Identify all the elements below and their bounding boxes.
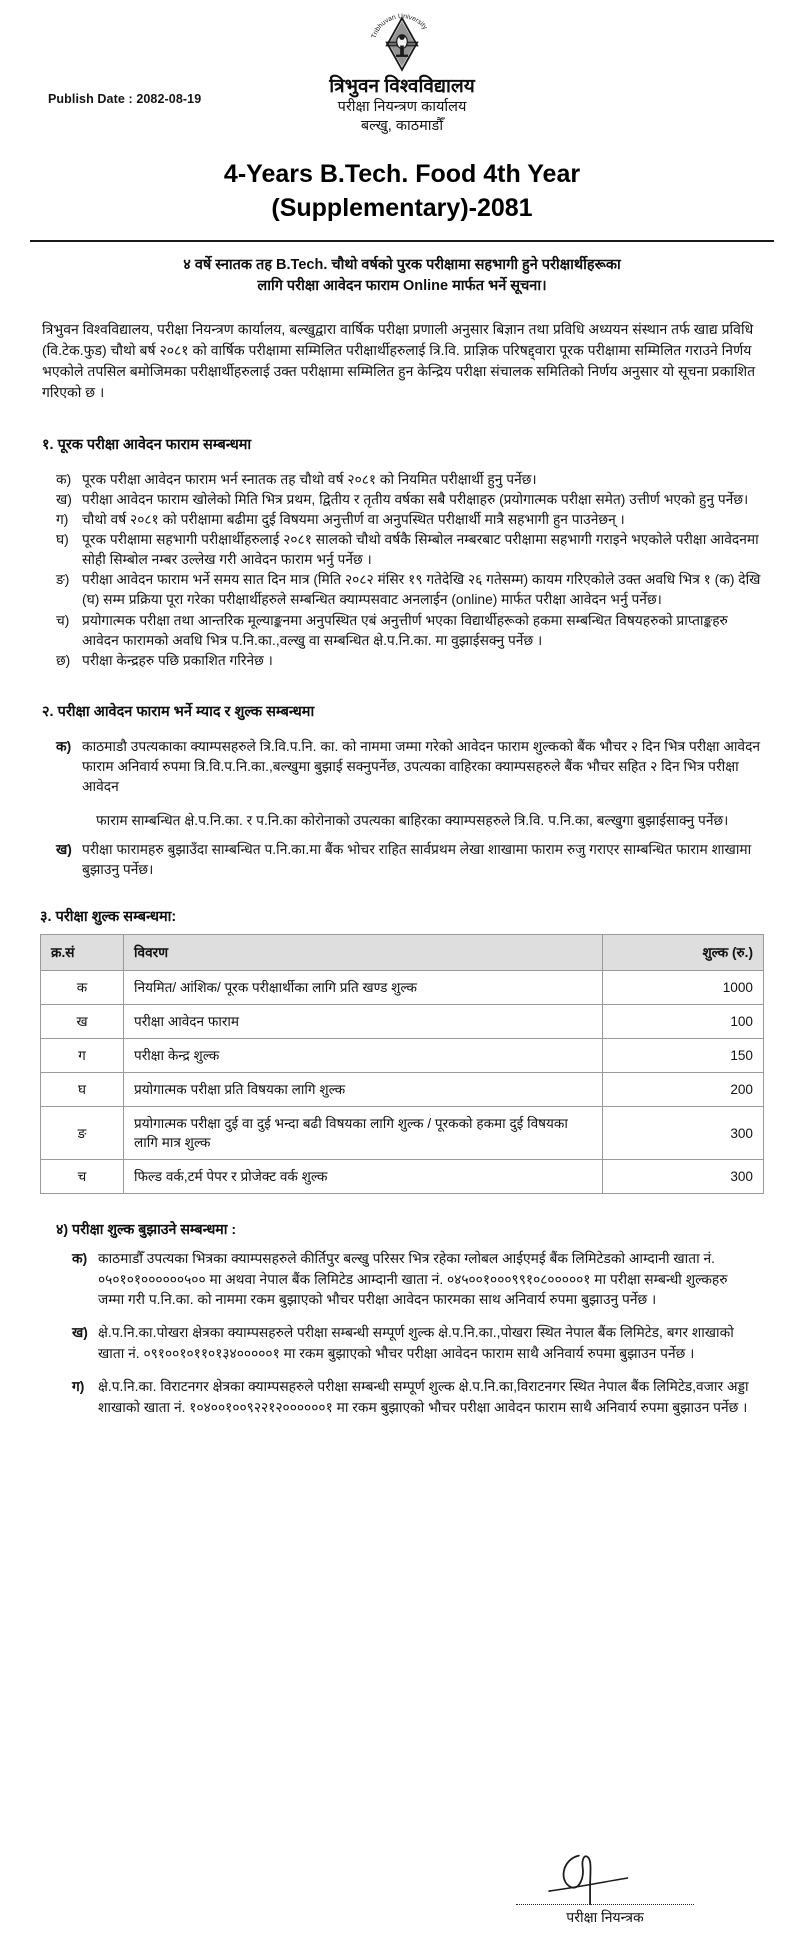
cell-sn: ङ (41, 1107, 124, 1160)
cell-fee: 100 (603, 1004, 764, 1038)
cell-sn: घ (41, 1072, 124, 1106)
svg-text:Tribhuvan University: Tribhuvan University (370, 13, 429, 40)
clause-text: परीक्षा केन्द्रहरु पछि प्रकाशित गरिनेछ । (82, 652, 273, 668)
fee-table-wrapper (40, 934, 764, 1194)
clause-marker: ख) (72, 1325, 88, 1341)
table-row (41, 1072, 764, 1106)
cell-fee: 300 (603, 1160, 764, 1194)
section-4-clause-list (0, 1249, 804, 1418)
clause-2-ka-continuation: फाराम साम्बन्धित क्षे.प.नि.का. र प.नि.का कोरोनाको उपत्यका बाहिरका क्याम्पसहरुले त्रि.वि. प.नि.का, बल्खुगा बुझाईसाक्नु पर्नेछ। (96, 813, 729, 829)
clause-text: काठमाडौँ उपत्यका भित्रका क्याम्पसहरुले कीर्तिपुर बल्खु परिसर भित्र रहेका ग्लोबल आईएमई बैंक लिमिटेडको आम्दानी खाता नं. ०५०१०१००००००५०० मा अथवा नेपाल बैंक लिमिटेड आम्दानी खाता नं. ०४५००१०००९९१०८०००००१ मा परीक्षा सम्बन्धी शुल्कहरु जम्मा गरी प.नि.का. को नाममा रकम बुझाएको भौचर परीक्षा आवेदन फारमका साथ अनिवार्य रुपमा बुझाउनु पर्नेछ । (98, 1251, 728, 1307)
fee-table-body (41, 970, 764, 1193)
fee-table (40, 934, 764, 1194)
clause-text: पूरक परीक्षा आवेदन फाराम भर्न स्नातक तह चौथो वर्ष २०८१ को नियमित परीक्षार्थी हुनु पर्नेछ। (82, 471, 537, 487)
cell-desc: फिल्ड वर्क,टर्म पेपर र प्रोजेक्ट वर्क शुल्क (124, 1160, 603, 1194)
section-2-title: २. परीक्षा आवेदन फाराम भर्ने म्याद र शुल्क सम्बन्धमा (42, 704, 315, 720)
handwritten-signature-icon (490, 1850, 720, 1904)
publish-date: Publish Date : 2082-08-19 (48, 92, 202, 106)
table-row (41, 1160, 764, 1194)
university-name: त्रिभुवन विश्वविद्यालय (329, 76, 475, 97)
clause-marker: च) (56, 612, 70, 628)
cell-desc: प्रयोगात्मक परीक्षा प्रति विषयका लागि शुल्क (124, 1072, 603, 1106)
column-header-fee: शुल्क (रु.) (603, 934, 764, 970)
clause-marker: क) (72, 1251, 88, 1267)
cell-sn: ख (41, 1004, 124, 1038)
section-2-clause-list (0, 737, 804, 880)
clause-4-ka (72, 1249, 756, 1310)
clause-marker: क) (56, 739, 72, 754)
clause-text: काठमाडौ उपत्यकाका क्याम्पसहरुले त्रि.वि.प.नि. का. को नाममा जम्मा गरेको आवेदन फाराम शुल्कको बैंक भौचर २ दिन भित्र परीक्षा आवेदन फाराम अनिवार्य रुपमा त्रि.वि.प.नि.का.,बल्खुमा बुझाई सक्नुपर्नेछ, उपत्यका वाहिरका क्याम्पसहरुले बैंक भौचर सहित २ दिन भित्र परीक्षा आवेदन (82, 739, 761, 795)
column-header-sn: क्र.सं (41, 934, 124, 970)
table-row (41, 1107, 764, 1160)
clause-1-gha (56, 530, 762, 570)
cell-fee: 300 (603, 1107, 764, 1160)
table-row (41, 1038, 764, 1072)
fee-table-head (41, 934, 764, 970)
clause-marker: घ) (56, 532, 69, 548)
clause-2-ka (56, 737, 762, 797)
cell-desc: नियमित/ आंशिक/ पूरक परीक्षार्थीका लागि प्रति खण्ड शुल्क (124, 970, 603, 1004)
clause-1-ga (56, 510, 762, 530)
cell-desc: परीक्षा केन्द्र शुल्क (124, 1038, 603, 1072)
clause-text: परीक्षा आवेदन फाराम खोलेको मिति भित्र प्रथम, द्वितीय र तृतीय वर्षका सबै परीक्षाहरु (प्रयोगात्मक परीक्षा समेत) उत्तीर्ण भएको हुनु पर्नेछ। (82, 491, 749, 507)
clause-text: प्रयोगात्मक परीक्षा तथा आन्तरिक मूल्याङ्कनमा अनुपस्थित एबं अनुत्तीर्ण भएका विद्यार्थीहरूको हकमा सम्बन्धित विषयहरुको प्राप्ताङ्कहरु आवेदन फारामको अवधि भित्र प.नि.का.,वल्खु वा सम्बन्धित क्षे.प.नि.का. मा वुझाईसक्नु पर्नेछ । (82, 612, 728, 648)
section-4-title: ४) परीक्षा शुल्क बुझाउने सम्बन्धमा : (56, 1222, 237, 1239)
clause-marker: छ) (56, 652, 71, 668)
title-divider (30, 240, 774, 242)
section-1-clause-list (0, 470, 804, 671)
clause-text: पूरक परीक्षामा सहभागी परीक्षार्थीहरुलाई २०८१ सालको चौथो वर्षकै सिम्बोल नम्बरबाट परीक्षामा सहभागी गराइने भएकोले परीक्षा आवेदनमा सोही सिम्बोल नम्बर उल्लेख गरी आवेदन फाराम भर्नु पर्नेछ । (82, 532, 759, 568)
clause-1-cha (56, 611, 762, 651)
clause-2-kha (56, 840, 762, 880)
cell-desc: प्रयोगात्मक परीक्षा दुई वा दुई भन्दा बढी विषयका लागि शुल्क / पूरकको हकमा दुई विषयका लागि मात्र शुल्क (124, 1107, 603, 1160)
clause-4-kha (72, 1323, 756, 1364)
office-name: परीक्षा नियन्त्रण कार्यालय (337, 99, 467, 116)
clause-text: परीक्षा फारामहरु बुझाउँदा साम्बन्धित प.नि.का.मा बैंक भोचर राहित सार्वप्रथम लेखा शाखामा फाराम रुजु गराएर साम्बन्धित फाराम शाखामा बुझाउनु पर्नेछ। (82, 841, 752, 877)
fee-table-header-row (41, 934, 764, 970)
clause-text: क्षे.प.नि.का.पोखरा क्षेत्रका क्याम्पसहरुले परीक्षा सम्बन्धी सम्पूर्ण शुल्क क्षे.प.नि.का.,पोखरा स्थित नेपाल बैंक लिमिटेड, बगर शाखाको खाता नं. ०९१००१०११०१३४०००००१ मा रकम बुझाएको भौचर परीक्षा आवेदन फाराम साथै अनिवार्य रुपमा बुझाउन पर्नेछ । (98, 1325, 734, 1361)
section-1-title: १. पूरक परीक्षा आवेदन फाराम सम्बन्धमा (42, 436, 252, 453)
section-3-title: ३. परीक्षा शुल्क सम्बन्धमा: (40, 908, 177, 925)
cell-desc: परीक्षा आवेदन फाराम (124, 1004, 603, 1038)
clause-1-nga (56, 570, 762, 610)
university-identity-block (0, 76, 804, 135)
cell-sn: क (41, 970, 124, 1004)
clause-marker: ग) (72, 1379, 85, 1395)
clause-marker: ङ) (56, 572, 70, 588)
signature-block (490, 1850, 720, 1927)
clause-text: चौथो वर्ष २०८१ को परीक्षामा बढीमा दुई विषयमा अनुत्तीर्ण वा अनुपस्थित परीक्षार्थी मात्रै सहभागी हुन पाउनेछन् । (82, 511, 625, 527)
clause-1-chha (56, 651, 762, 671)
clause-1-ka (56, 470, 762, 490)
cell-fee: 150 (603, 1038, 764, 1072)
notice-heading (48, 255, 756, 297)
page-title-line-2: (Supplementary)-2081 (271, 193, 533, 222)
clause-4-ga (72, 1377, 756, 1418)
table-row (41, 1004, 764, 1038)
page-title-line-1: 4-Years B.Tech. Food 4th Year (223, 160, 581, 188)
clause-marker: क) (56, 471, 72, 487)
notice-heading-line-2: लागि परीक्षा आवेदन फाराम Online मार्फत भर्ने सूचना। (257, 277, 547, 294)
clause-marker: ख) (56, 841, 72, 857)
table-row (41, 970, 764, 1004)
office-address: बल्खु, काठमाडौँ (360, 117, 444, 134)
document-header (0, 0, 804, 150)
notice-heading-line-1: ४ वर्षे स्नातक तह B.Tech. चौथो वर्षको पुरक परीक्षामा सहभागी हुने परीक्षार्थीहरूका (183, 256, 621, 273)
clause-1-kha (56, 490, 762, 510)
tribhuvan-university-seal-icon (364, 6, 440, 82)
clause-marker: ग) (56, 511, 69, 527)
cell-sn: च (41, 1160, 124, 1194)
clause-text: क्षे.प.नि.का. विराटनगर क्षेत्रका क्याम्पसहरुले परीक्षा सम्बन्धी सम्पूर्ण शुल्क क्षे.प.नि.का,विराटनगर स्थित नेपाल बैंक लिमिटेड,वजार अड्डा शाखाको खाता नं. १०४००१००९२२१२००००००१ मा रकम बुझाएको भौचर परीक्षा आवेदन फाराम साथै अनिवार्य रुपमा बुझाउन पर्नेछ । (98, 1379, 749, 1415)
cell-sn: ग (41, 1038, 124, 1072)
page-title (0, 158, 804, 226)
clause-marker: ख) (56, 491, 72, 507)
column-header-desc: विवरण (124, 934, 603, 970)
intro-paragraph: त्रिभुवन विश्वविद्यालय, परीक्षा नियन्त्रण कार्यालय, बल्खुद्वारा वार्षिक परीक्षा प्रणाली अनुसार बिज्ञान तथा प्रविधि अध्ययन संस्थान तर्फ खाद्य प्रविधि (वि.टेक.फुड) चौथो बर्ष २०८१ को वार्षिक परीक्षामा सम्मिलित परीक्षार्थीहरुलाई त्रि.वि. प्राज्ञिक परिषद्द्वारा पूरक परीक्षामा सम्मिलित गराउने निर्णय भएकोले तपसिल बमोजिमका परीक्षार्थीहरुलाई उक्त परीक्षामा सम्मिलित हुन केन्द्रिय परीक्षा संचालक समितिको निर्णय अनुसार यो सूचना प्रकाशित गरिएको छ । (42, 320, 756, 401)
cell-fee: 200 (603, 1072, 764, 1106)
clause-text: परीक्षा आवेदन फाराम भर्ने समय सात दिन मात्र (मिति २०८२ मंसिर १९ गतेदेखि २६ गतेसम्म) कायम गरिएकोले उक्त अवधि भित्र १ (क) देखि (घ) सम्म प्रक्रिया पूरा गरेका परीक्षार्थीहरुले सम्बन्धित क्याम्पसवाट अनलाईन (online) मार्फत परीक्षा आवेदन भर्नु पर्नेछ। (82, 572, 761, 608)
signature-label: परीक्षा नियन्त्रक (566, 1909, 644, 1925)
cell-fee: 1000 (603, 970, 764, 1004)
